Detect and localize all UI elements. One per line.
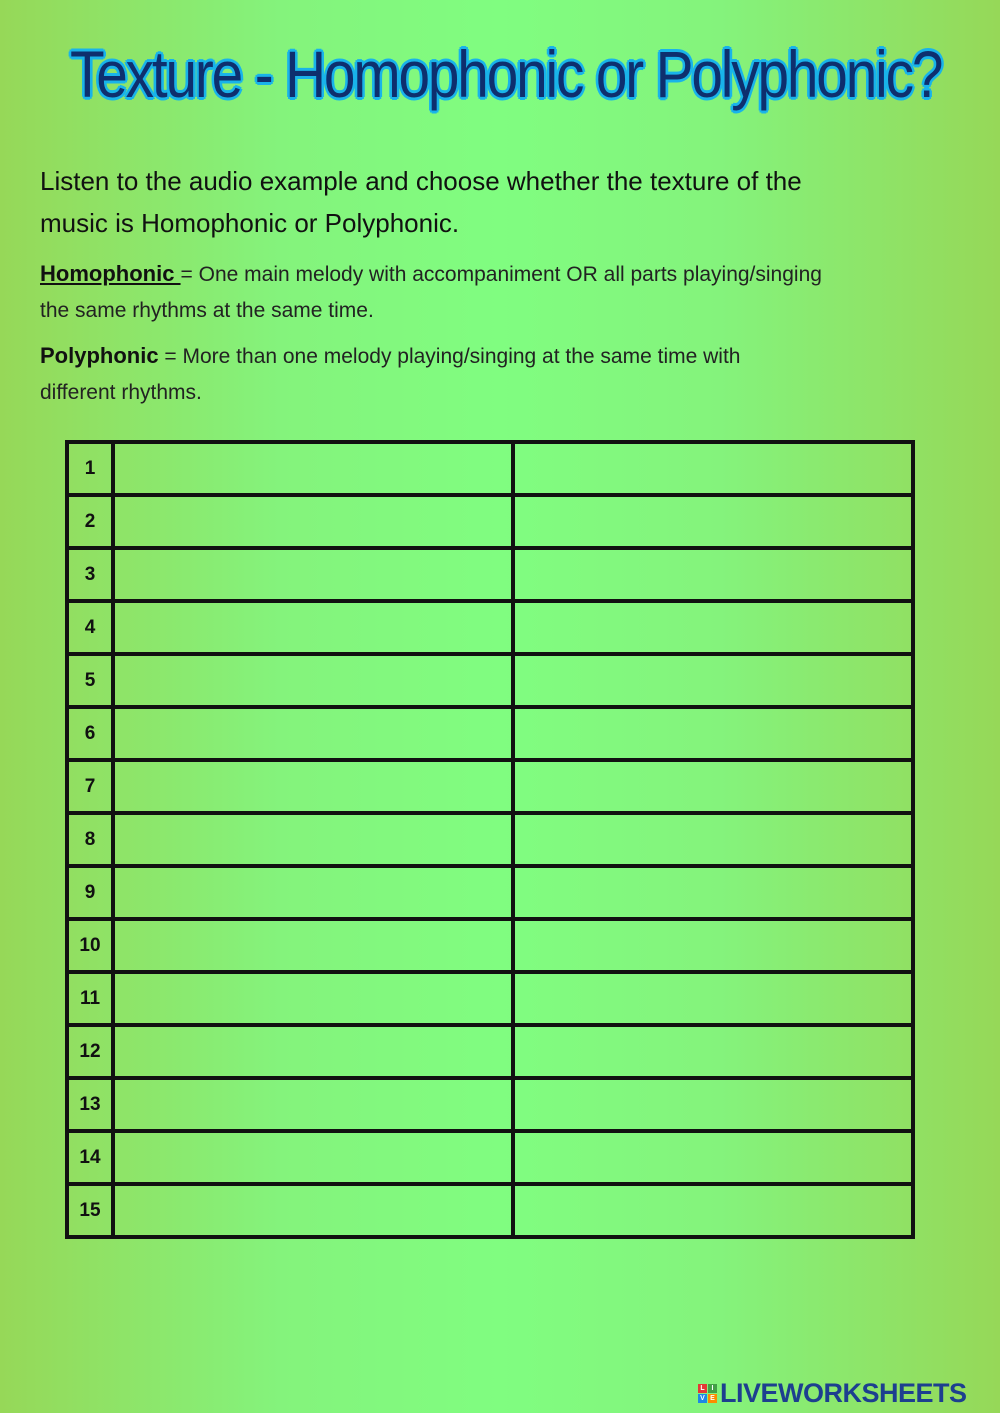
- table-row: [67, 866, 913, 919]
- instructions-line-1: Listen to the audio example and choose whether the texture of the: [40, 166, 802, 196]
- row-number: 12: [67, 1025, 113, 1078]
- answer-cell-left[interactable]: [113, 1025, 513, 1078]
- answer-cell-left[interactable]: [113, 654, 513, 707]
- table-row: [67, 813, 913, 866]
- answer-cell-right[interactable]: [513, 548, 913, 601]
- table-row: [67, 919, 913, 972]
- answer-cell-right[interactable]: [513, 654, 913, 707]
- table-row: [67, 601, 913, 654]
- answer-cell-right[interactable]: [513, 1184, 913, 1237]
- answer-cell-right[interactable]: [513, 1025, 913, 1078]
- row-number: 6: [67, 707, 113, 760]
- table-row: [67, 760, 913, 813]
- page-title: Texture - Homophonic or Polyphonic?: [70, 37, 942, 111]
- table-row: [67, 1078, 913, 1131]
- answer-cell-left[interactable]: [113, 866, 513, 919]
- row-number: 4: [67, 601, 113, 654]
- homophonic-text-2: the same rhythms at the same time.: [40, 299, 374, 322]
- answer-cell-right[interactable]: [513, 1131, 913, 1184]
- row-number: 10: [67, 919, 113, 972]
- answer-cell-left[interactable]: [113, 1184, 513, 1237]
- answer-cell-left[interactable]: [113, 707, 513, 760]
- row-number: 14: [67, 1131, 113, 1184]
- answer-cell-right[interactable]: [513, 866, 913, 919]
- table-row: [67, 972, 913, 1025]
- answer-cell-left[interactable]: [113, 972, 513, 1025]
- answer-cell-left[interactable]: [113, 1078, 513, 1131]
- answer-cell-left[interactable]: [113, 919, 513, 972]
- polyphonic-text-2: different rhythms.: [40, 381, 202, 404]
- logo-letter-i: I: [708, 1384, 717, 1393]
- table-row: [67, 707, 913, 760]
- answer-cell-right[interactable]: [513, 442, 913, 495]
- instructions: [40, 160, 940, 244]
- row-number: 13: [67, 1078, 113, 1131]
- answer-cell-right[interactable]: [513, 760, 913, 813]
- answer-cell-right[interactable]: [513, 601, 913, 654]
- homophonic-definition: [40, 256, 940, 329]
- logo-letter-e: E: [708, 1394, 717, 1403]
- answer-cell-right[interactable]: [513, 1078, 913, 1131]
- logo-letter-l: L: [698, 1384, 707, 1393]
- table-row: [67, 1131, 913, 1184]
- answer-cell-left[interactable]: [113, 548, 513, 601]
- answer-cell-right[interactable]: [513, 972, 913, 1025]
- row-number: 7: [67, 760, 113, 813]
- answer-table: [65, 440, 915, 1239]
- instructions-line-2: music is Homophonic or Polyphonic.: [40, 208, 460, 238]
- row-number: 15: [67, 1184, 113, 1237]
- answer-cell-left[interactable]: [113, 495, 513, 548]
- answer-cell-right[interactable]: [513, 919, 913, 972]
- row-number: 8: [67, 813, 113, 866]
- row-number: 11: [67, 972, 113, 1025]
- polyphonic-term: Polyphonic: [40, 343, 159, 368]
- row-number: 1: [67, 442, 113, 495]
- homophonic-term: Homophonic: [40, 261, 181, 286]
- table-row: [67, 654, 913, 707]
- answer-cell-left[interactable]: [113, 442, 513, 495]
- row-number: 9: [67, 866, 113, 919]
- table-row: [67, 1184, 913, 1237]
- homophonic-text-1: = One main melody with accompaniment OR all parts playing/singing: [180, 263, 822, 286]
- row-number: 3: [67, 548, 113, 601]
- row-number: 5: [67, 654, 113, 707]
- row-number: 2: [67, 495, 113, 548]
- answer-cell-right[interactable]: [513, 495, 913, 548]
- footer-brand: [698, 1378, 967, 1408]
- answer-cell-left[interactable]: [113, 813, 513, 866]
- answer-cell-left[interactable]: [113, 601, 513, 654]
- table-row: [67, 442, 913, 495]
- answer-cell-right[interactable]: [513, 707, 913, 760]
- polyphonic-definition: [40, 338, 940, 411]
- answer-cell-right[interactable]: [513, 813, 913, 866]
- liveworksheets-logo: [698, 1384, 717, 1403]
- table-row: [67, 548, 913, 601]
- logo-letter-v: V: [698, 1394, 707, 1403]
- answer-cell-left[interactable]: [113, 760, 513, 813]
- answer-cell-left[interactable]: [113, 1131, 513, 1184]
- table-row: [67, 1025, 913, 1078]
- polyphonic-text-1: = More than one melody playing/singing at the same time with: [158, 345, 741, 368]
- table-row: [67, 495, 913, 548]
- brand-name: LIVEWORKSHEETS: [720, 1377, 967, 1408]
